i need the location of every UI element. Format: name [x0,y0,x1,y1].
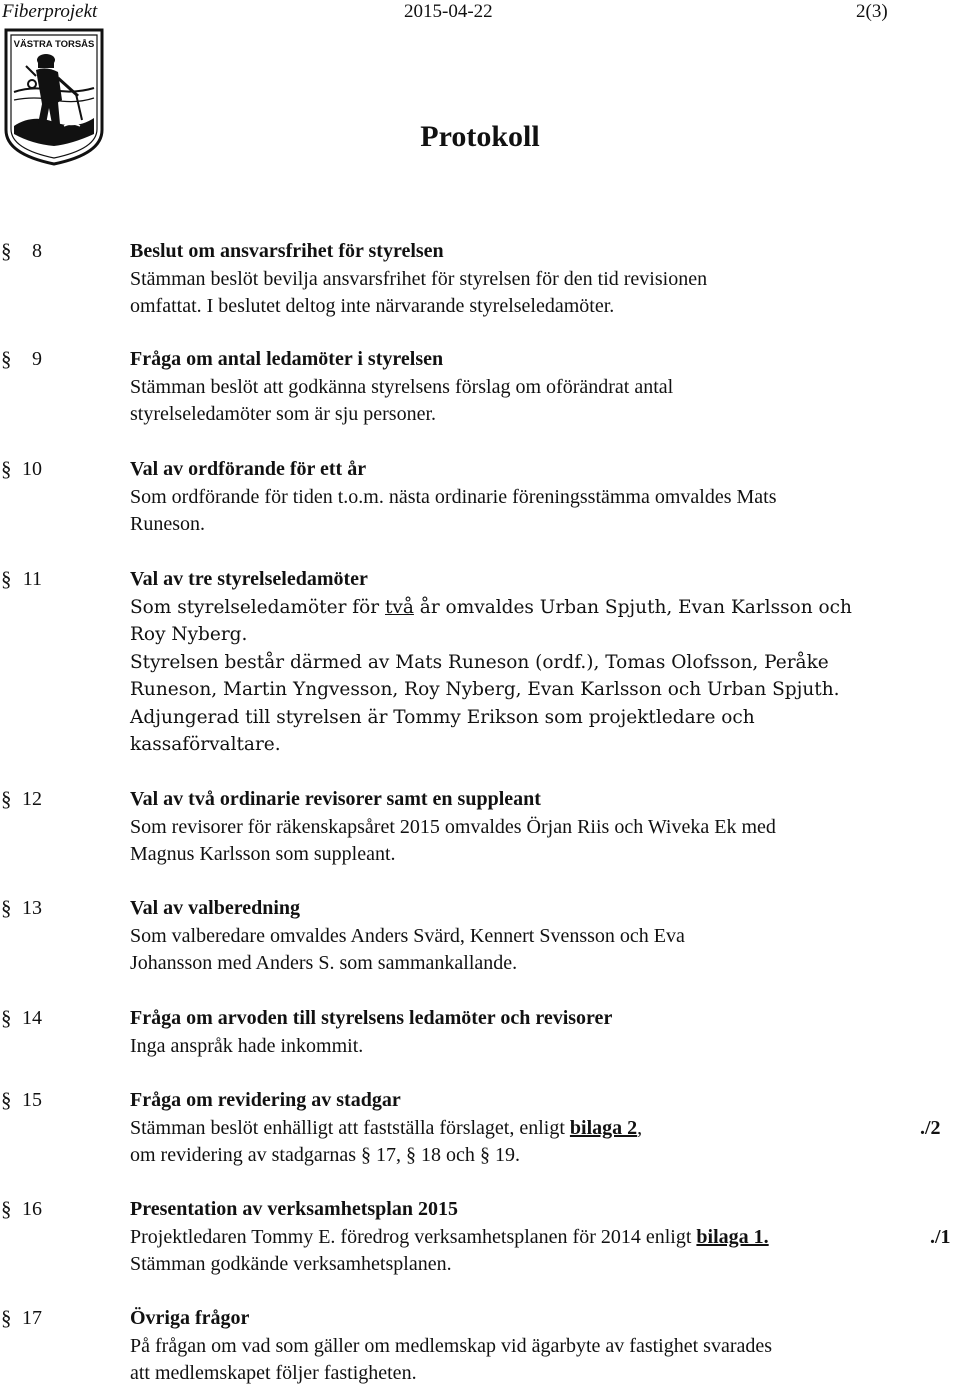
section-heading: Presentation av verksamhetsplan 2015 [130,1198,458,1220]
section-text-line: Runeson, Martin Yngvesson, Roy Nyberg, Evan Karlsson och Urban Spjuth. [130,679,840,700]
underlined-term: två [385,596,414,618]
section-text-line: kassaförvaltare. [130,734,281,755]
section-text-line: Stämman beslöt att godkänna styrelsens förslag om oförändrat antal [130,375,674,398]
section-symbol: § [1,1088,12,1112]
section-heading: Fråga om revidering av stadgar [130,1089,401,1111]
section-symbol: § [1,239,12,263]
section-number: 17 [22,1307,42,1329]
section-symbol: § [1,1197,12,1221]
section-number: 9 [32,348,42,370]
section-text-line: Runeson. [130,513,205,535]
page-title: Protokoll [420,120,540,153]
section-text-line: Projektledaren Tommy E. föredrog verksamhetsplanen för 2014 enligt bilaga 1. [130,1225,769,1248]
section-number: 11 [22,568,42,590]
section-symbol: § [1,787,12,811]
section-symbol: § [1,347,12,371]
section-heading: Fråga om arvoden till styrelsens ledamöter och revisorer [130,1007,613,1029]
margin-attachment-ref: ./2 [920,1116,941,1139]
section-text-line: styrelseledamöter som är sju personer. [130,403,437,425]
logo-text: VÄSTRA TORSÅS [13,39,95,50]
section-text-line: Som valberedare omvaldes Anders Svärd, Kennert Svensson och Eva [130,924,685,947]
section-text-line: Som ordförande för tiden t.o.m. nästa ordinarie föreningsstämma omvaldes Mats [130,485,777,508]
margin-attachment-ref: ./1 [930,1225,951,1248]
section-text-line: Som styrelseledamöter för två år omvaldes Urban Spjuth, Evan Karlsson och [130,596,852,618]
section-text-line: att medlemskapet följer fastigheten. [130,1362,417,1384]
section-heading: Val av ordförande för ett år [130,458,367,480]
section-heading: Val av tre styrelseledamöter [130,568,368,590]
section-text-line: om revidering av stadgarnas § 17, § 18 och § 19. [130,1144,520,1166]
section-symbol: § [1,1306,12,1330]
section-symbol: § [1,1006,12,1030]
section-text-line: Johansson med Anders S. som sammankallande. [130,952,518,974]
header-page-number: 2(3) [856,1,888,22]
section-symbol: § [361,1144,372,1166]
section-number: 8 [32,240,42,262]
section-text-line: Stämman godkände verksamhetsplanen. [130,1253,452,1275]
section-heading: Fråga om antal ledamöter i styrelsen [130,348,444,370]
section-symbol: § [479,1144,490,1166]
section-symbol: § [1,896,12,920]
section-text-line: På frågan om vad som gäller om medlemskap vid ägarbyte av fastighet svarades [130,1334,773,1357]
header-date: 2015-04-22 [404,1,493,22]
section-heading: Övriga frågor [130,1307,250,1329]
section-text-line: Stämman beslöt enhälligt att fastställa förslaget, enligt bilaga 2, [130,1116,643,1139]
section-number: 16 [22,1198,42,1220]
section-symbol: § [1,567,12,591]
attachment-reference: bilaga 2 [569,1116,638,1139]
section-text-line: Stämman beslöt bevilja ansvarsfrihet för styrelsen för den tid revisionen [130,267,708,290]
section-text-line: Inga anspråk hade inkommit. [130,1034,364,1057]
section-heading: Beslut om ansvarsfrihet för styrelsen [130,240,444,262]
section-heading: Val av två ordinarie revisorer samt en suppleant [130,788,541,810]
section-symbol: § [406,1144,417,1166]
section-text-line: Adjungerad till styrelsen är Tommy Erikson som projektledare och [130,706,755,728]
section-symbol: § [1,457,12,481]
section-number: 15 [22,1089,42,1111]
section-text-line: Styrelsen består därmed av Mats Runeson (ordf.), Tomas Olofsson, Peråke [130,651,829,673]
section-heading: Val av valberedning [130,897,301,919]
section-text-line: Magnus Karlsson som suppleant. [130,843,396,865]
section-number: 12 [22,788,42,810]
section-number: 13 [22,897,42,919]
section-text-line: Som revisorer för räkenskapsåret 2015 omvaldes Örjan Riis och Wiveka Ek med [130,815,776,838]
header-project-name: Fiberprojekt [2,1,98,22]
section-number: 14 [22,1007,42,1029]
section-text-line: omfattat. I beslutet deltog inte närvarande styrelseledamöter. [130,295,615,317]
attachment-reference: bilaga 1. [696,1225,769,1248]
section-number: 10 [22,458,42,480]
section-text-line: Roy Nyberg. [130,624,248,645]
